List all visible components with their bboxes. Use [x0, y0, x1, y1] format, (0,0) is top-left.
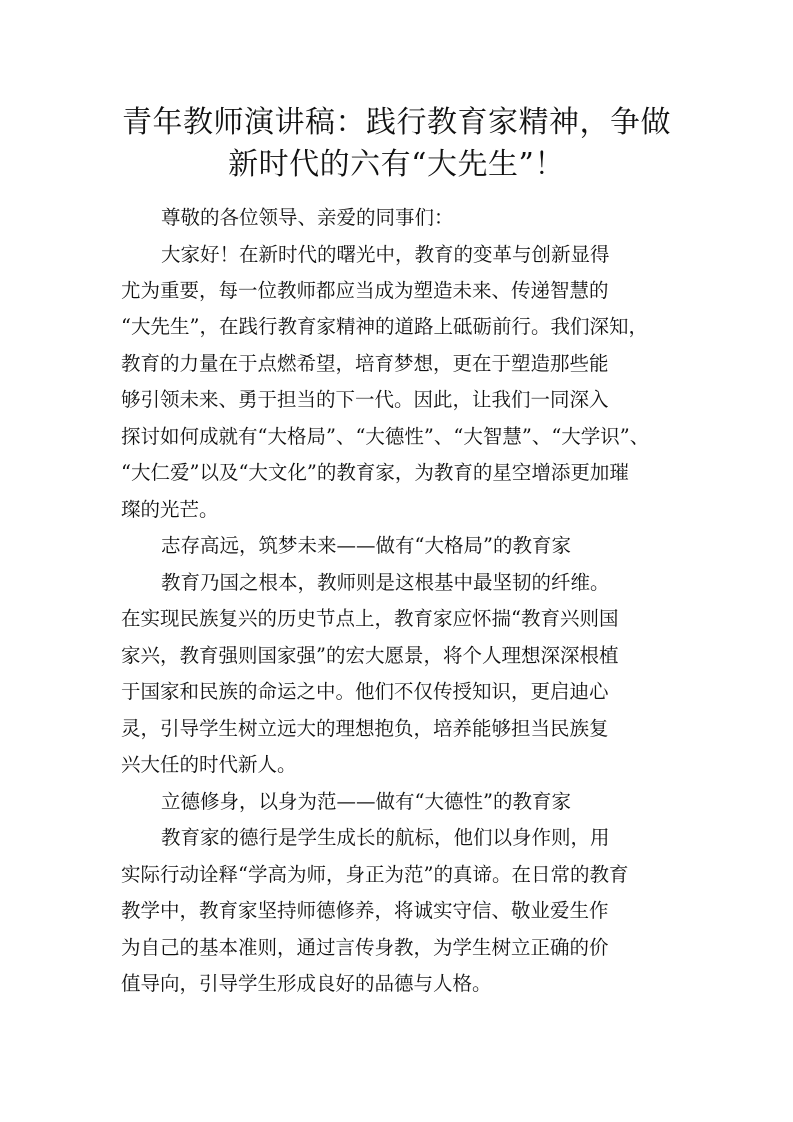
title-line-1: 青年教师演讲稿：践行教育家精神，争做: [122, 105, 671, 140]
body-line: 教育的力量在于点燃希望，培育梦想，更在于塑造那些能: [121, 352, 609, 375]
body-line: 大家好！在新时代的曙光中，教育的变革与创新显得: [161, 243, 610, 266]
body-line: 尊敬的各位领导、亲爱的同事们：: [161, 206, 454, 229]
body-line: 探讨如何成就有“大格局”、“大德性”、“大智慧”、“大学识”、: [121, 425, 650, 448]
body-line: “大先生”，在践行教育家精神的道路上砥砺前行。我们深知，: [121, 315, 648, 338]
body-line: 兴大任的时代新人。: [121, 753, 297, 776]
body-line: 尤为重要，每一位教师都应当成为塑造未来、传递智慧的: [121, 279, 609, 302]
body-line: 于国家和民族的命运之中。他们不仅传授知识，更启迪心: [121, 680, 609, 703]
body-line: 教学中，教育家坚持师德修养，将诚实守信、敬业爱生作: [121, 899, 609, 922]
body-line: 灵，引导学生树立远大的理想抱负，培养能够担当民族复: [121, 717, 609, 740]
body-line: 够引领未来、勇于担当的下一代。因此，让我们一同深入: [121, 388, 609, 411]
body-line: 为自己的基本准则，通过言传身教，为学生树立正确的价: [121, 936, 609, 959]
body-line: 教育乃国之根本，教师则是这根基中最坚韧的纤维。: [161, 571, 610, 594]
body-line: 璨的光芒。: [121, 498, 219, 521]
body-line: “大仁爱”以及“大文化”的教育家，为教育的星空增添更加璀: [121, 461, 629, 484]
body-line: 实际行动诠释“学高为师，身正为范”的真谛。在日常的教育: [121, 863, 629, 886]
body-line: 家兴，教育强则国家强”的宏大愿景，将个人理想深深根植: [121, 644, 619, 667]
body-line: 值导向，引导学生形成良好的品德与人格。: [121, 972, 492, 995]
section-heading: 立德修身，以身为范——做有“大德性”的教育家: [161, 790, 571, 813]
section-heading: 志存高远，筑梦未来——做有“大格局”的教育家: [161, 534, 571, 557]
body-line: 教育家的德行是学生成长的航标，他们以身作则，用: [161, 826, 610, 849]
body-line: 在实现民族复兴的历史节点上，教育家应怀揣“教育兴则国: [121, 607, 619, 630]
title-line-2: 新时代的六有“大先生”！: [228, 147, 565, 182]
